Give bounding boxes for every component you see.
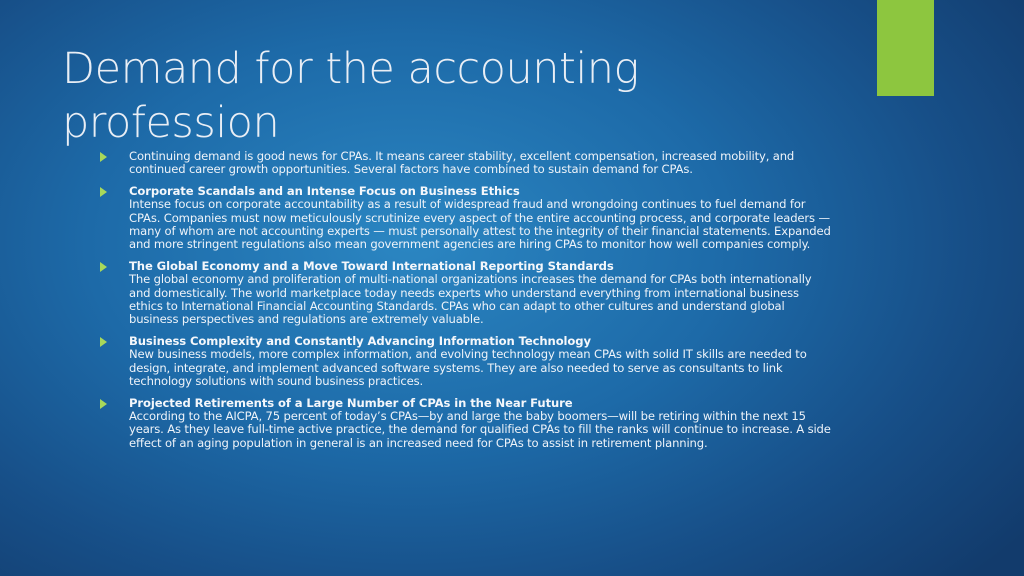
bullet-heading: Corporate Scandals and an Intense Focus on Business Ethics (129, 183, 520, 198)
triangle-right-icon (100, 399, 107, 409)
green-accent-bar (877, 0, 934, 96)
triangle-right-icon (100, 337, 107, 347)
triangle-right-icon (100, 262, 107, 272)
bullet-text: Continuing demand is good news for CPAs. It means career stability, excellent compensation, increased mobility, and continued career growth opportunities. Several factors have combined to sustain demand for CPAs. (129, 149, 795, 177)
triangle-right-icon (100, 187, 107, 197)
bullet-item-intro (100, 150, 835, 177)
bullet-item-business-complexity (100, 335, 835, 389)
bullet-text: New business models, more complex information, and evolving technology mean CPAs with solid IT skills are needed to design, integrate, and implement advanced software systems. They are also needed to serve as consultants to link technology solutions with sound business practices. (129, 347, 807, 389)
bullet-heading: Business Complexity and Constantly Advancing Information Technology (129, 333, 591, 348)
bullet-text: The global economy and proliferation of multi-national organizations increases the demand for CPAs both internationally and domestically. The world marketplace today needs experts who understand everything from international business ethics to International Financial Accounting Standards. CPAs who can adapt to other cultures and understand global business perspectives and regulations are extremely valuable. (129, 272, 812, 327)
bullet-text: According to the AICPA, 75 percent of today’s CPAs—by and large the baby boomers—will be retiring within the next 15 years. As they leave full-time active practice, the demand for qualified CPAs to fill the ranks will continue to increase. A side effect of an aging population in general is an increased need for CPAs to assist in retirement planning. (129, 408, 831, 450)
bullet-list (100, 150, 835, 458)
bullet-item-projected-retirements (100, 397, 835, 451)
triangle-right-icon (100, 152, 107, 162)
bullet-heading: The Global Economy and a Move Toward International Reporting Standards (129, 258, 614, 273)
bullet-item-corporate-scandals (100, 185, 835, 252)
bullet-item-global-economy (100, 260, 835, 327)
bullet-text: Intense focus on corporate accountability as a result of widespread fraud and wrongdoing continues to fuel demand for CPAs. Companies must now meticulously scrutinize every aspect of the entire accounting process, and corporate leaders — many of whom are not accounting experts — must personally attest to the integrity of their financial statements. Expanded and more stringent regulations also mean government agencies are hiring CPAs to monitor how well companies comply. (129, 197, 831, 252)
bullet-heading: Projected Retirements of a Large Number of CPAs in the Near Future (129, 395, 573, 410)
slide-title: Demand for the accounting profession (62, 44, 639, 148)
